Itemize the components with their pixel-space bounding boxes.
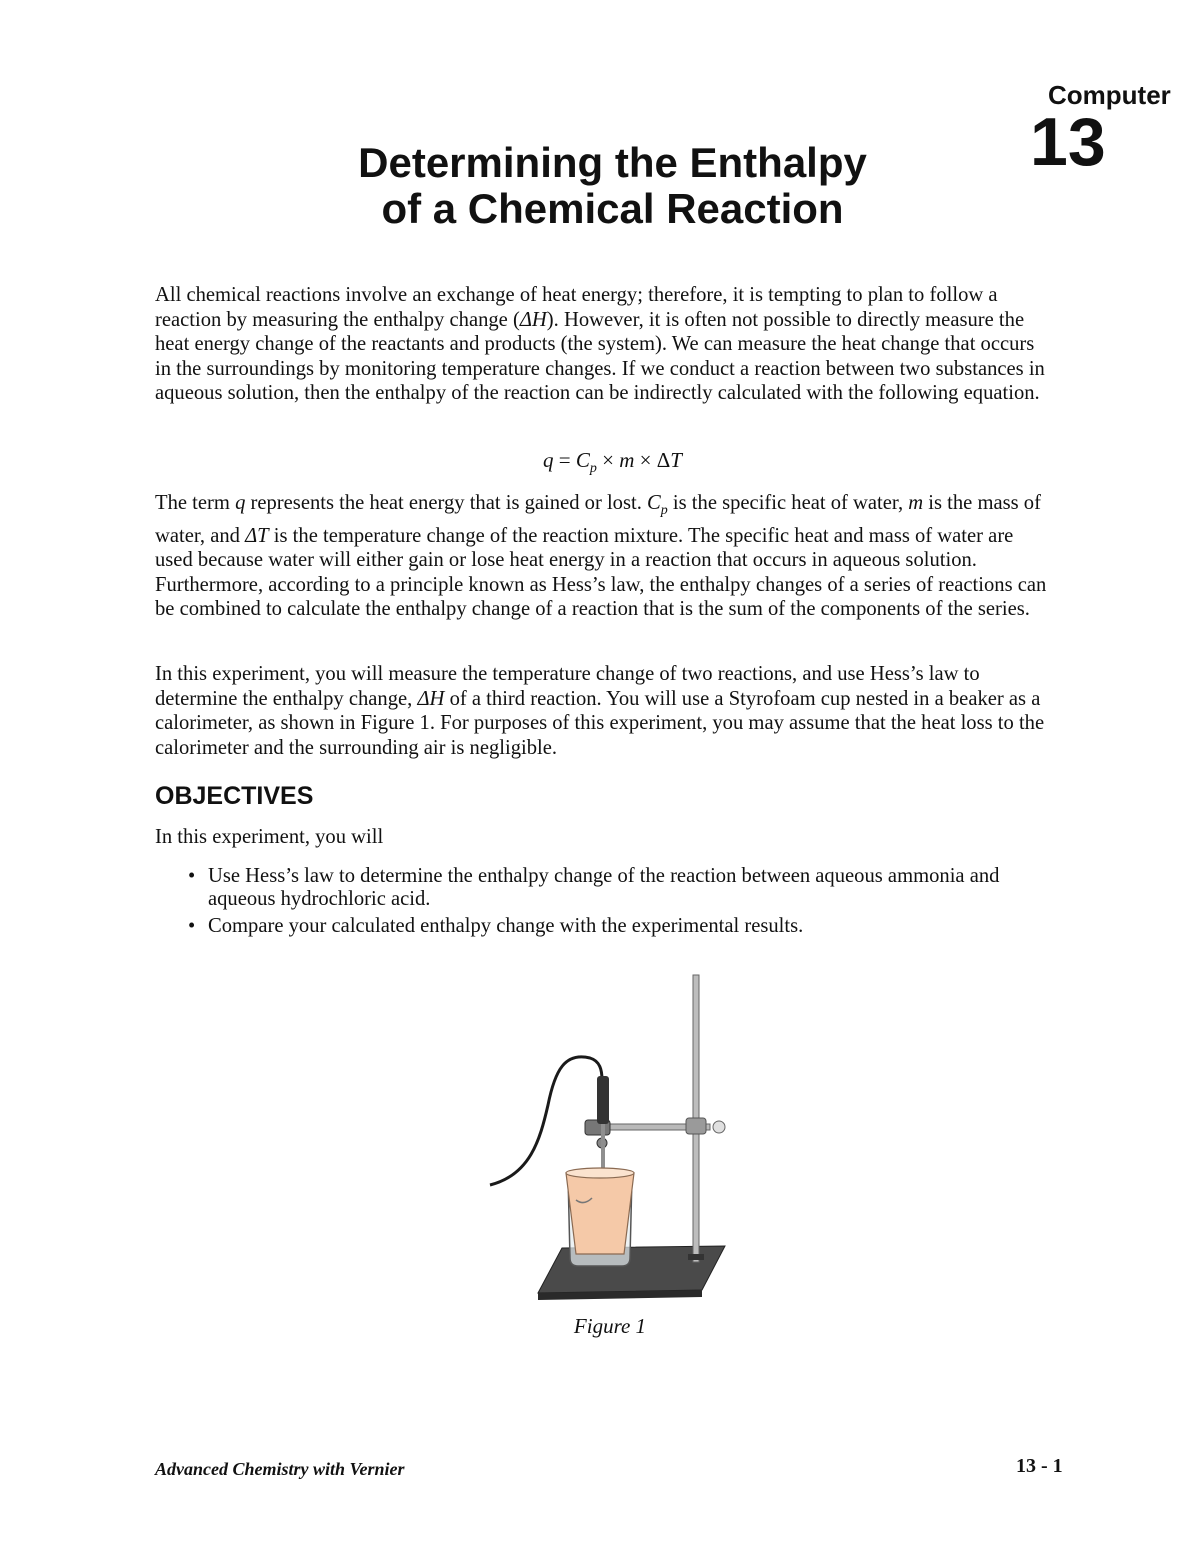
figure-caption: Figure 1	[573, 1314, 647, 1338]
p3-delta-h: ΔH	[417, 687, 445, 710]
footer-book-title: Advanced Chemistry with Vernier	[155, 1459, 405, 1479]
p1-delta-h: ΔH	[519, 308, 547, 331]
clamp-block	[686, 1118, 706, 1134]
list-item	[188, 915, 1038, 938]
explanation-paragraph	[155, 491, 1055, 622]
page-number: 13 - 1	[1016, 1455, 1063, 1477]
page-title	[250, 140, 975, 232]
p2-text-5: is the temperature change of the reaction mixture. The specific heat and mass of water are used because water will either gain or lose heat energy in a reaction that occurs in aqueous solution. Furthermore, according to a principle known as Hess’s law, the enthalpy changes of a series of reactions can be combined to calculate the enthalpy change of a reaction that is the sum of the components of the series.	[155, 524, 1047, 621]
clamp-knob	[713, 1121, 725, 1133]
chapter-label: Computer	[1048, 80, 1171, 110]
p2-text-1: The term	[155, 492, 236, 514]
chapter-number: 13	[1030, 104, 1106, 180]
p2-text-4: is the mass of water, and	[155, 492, 1041, 547]
p2-c: C	[647, 492, 661, 514]
styrofoam-cup	[566, 1173, 634, 1254]
rod-foot	[688, 1254, 704, 1260]
p2-p-sub: p	[660, 503, 668, 519]
objective-text: Compare your calculated enthalpy change with the experimental results.	[208, 915, 804, 937]
eq-p-sub: p	[589, 461, 597, 477]
p3-text-1: In this experiment, you will measure the temperature change of two reactions, and use Hess’s law to determine the enthalpy change,	[155, 663, 980, 710]
eq-times-1: ×	[596, 448, 620, 472]
eq-c: C	[575, 448, 590, 472]
eq-q: q	[543, 448, 554, 472]
objectives-list	[188, 865, 1038, 942]
bullet: •	[188, 865, 196, 887]
cup-rim	[566, 1168, 634, 1178]
p1-text-1: All chemical reactions involve an exchange of heat energy; therefore, it is tempting to plan to follow a reaction by measuring the enthalpy change (	[155, 284, 998, 331]
calorimeter-figure	[480, 970, 740, 1305]
eq-m: m	[619, 448, 635, 472]
title-line-1: Determining the Enthalpy	[358, 139, 867, 186]
list-item	[188, 865, 1038, 911]
eq-times-2: ×	[634, 448, 657, 472]
experiment-paragraph	[155, 662, 1055, 760]
eq-equals: =	[553, 448, 576, 472]
eq-delta: Δ	[656, 448, 671, 472]
heat-equation	[0, 448, 1200, 477]
probe-handle	[597, 1076, 609, 1124]
bullet: •	[188, 915, 196, 937]
p2-delta-t: ΔT	[245, 524, 269, 547]
p1-text-2: ). However, it is often not possible to directly measure the heat energy change of the reactants and products (the system). We can measure the heat change that occurs in the surroundings by monitoring temperature changes. If we conduct a reaction between two substances in aqueous solution, then the enthalpy of the reaction can be indirectly calculated with the following equation.	[155, 308, 1045, 405]
p3-text-2: of a third reaction. You will use a Styrofoam cup nested in a beaker as a calorimeter, as shown in Figure 1. For purposes of this experiment, you may assume that the heat loss to the calorimeter and the surrounding air is negligible.	[155, 687, 1045, 759]
objectives-intro: In this experiment, you will	[155, 826, 384, 848]
p2-text-3: is the specific heat of water,	[667, 492, 909, 514]
p2-text-2: represents the heat energy that is gained or lost.	[245, 492, 648, 514]
p2-q: q	[235, 492, 246, 514]
objectives-heading: OBJECTIVES	[155, 782, 314, 810]
eq-t: T	[670, 448, 682, 472]
p2-m: m	[908, 492, 924, 514]
intro-paragraph	[155, 283, 1055, 406]
title-line-2: of a Chemical Reaction	[381, 185, 844, 232]
objective-text: Use Hess’s law to determine the enthalpy change of the reaction between aqueous ammonia and aqueous hydrochloric acid.	[208, 865, 1000, 910]
